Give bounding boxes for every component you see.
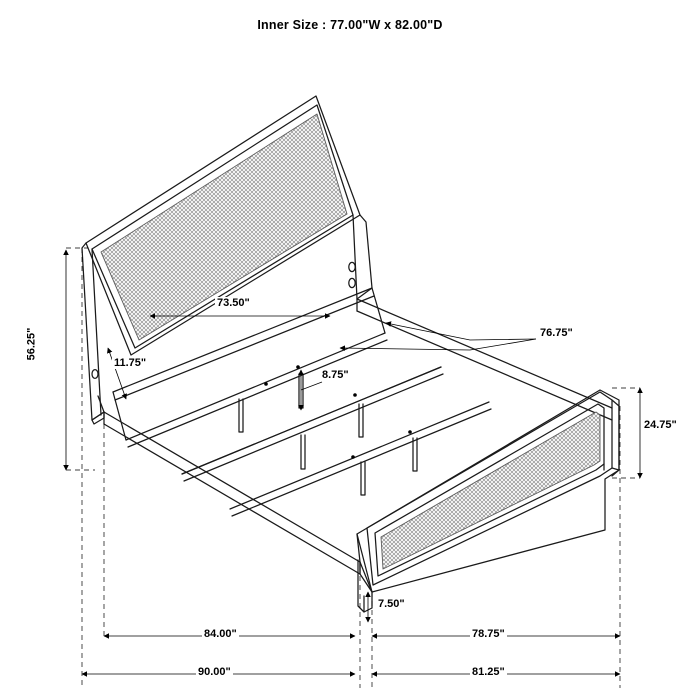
dim-line-rail-height — [108, 348, 126, 399]
dim-label-rail-height: 11.75" — [114, 357, 147, 369]
footboard-frame — [357, 390, 619, 612]
dim-label-headboard-height: 56.25" — [25, 327, 38, 361]
dim-label-inner-rail-length: 76.75" — [540, 327, 573, 339]
dim-label-footboard-clearance: 7.50" — [378, 598, 405, 610]
dim-label-slat-height: 8.75" — [322, 369, 349, 381]
dim-label-headboard-panel-width: 73.50" — [217, 297, 250, 309]
dim-leader-inner-rail-length — [340, 339, 536, 350]
dim-label-overall-depth: 90.00" — [198, 666, 231, 678]
dim-label-footboard-height: 24.75" — [644, 419, 677, 431]
side-rails — [104, 288, 612, 574]
dim-label-side-rail-left: 84.00" — [204, 628, 237, 640]
page-title: Inner Size : 77.00"W x 82.00"D — [257, 18, 443, 32]
dim-label-side-rail-right: 78.75" — [472, 628, 505, 640]
dim-label-overall-width: 81.25" — [472, 666, 505, 678]
center-support-slats — [239, 365, 417, 495]
